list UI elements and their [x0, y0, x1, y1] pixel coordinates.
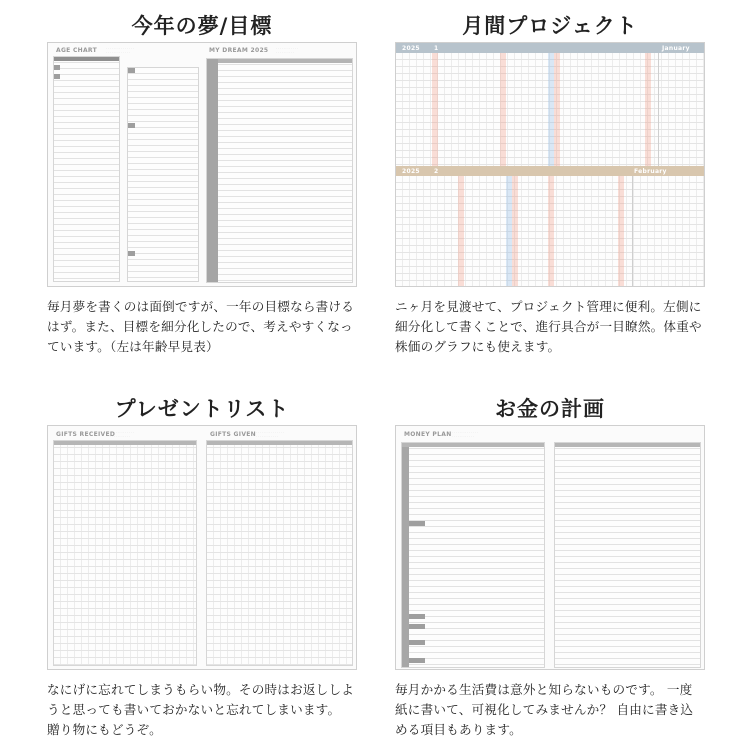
panel-money-plan: [395, 393, 705, 740]
age-chart-label: AGE CHART: [56, 47, 97, 54]
age-chart-table-right: [127, 67, 199, 282]
panel-yearly-dream: [47, 10, 357, 357]
age-chart-table-left: [53, 56, 120, 282]
dream-table: [206, 58, 353, 283]
age-chart-dream-page-image: AGE CHART · · · · · · · · · · · · · · · · · · · · · · · · · · · · MY DREAM 2025 · · · · · · · · · · · · · · · · · · · · · ·: [47, 42, 357, 287]
monthly-project-page-image: [395, 42, 705, 287]
panel-title: お金の計画: [495, 397, 605, 421]
my-dream-label: MY DREAM 2025: [209, 47, 269, 54]
gifts-given-table: [206, 440, 353, 666]
panel-description: なにげに忘れてしまうもらい物。その時はお返ししようと思っても書いておかないと忘れてしまいます。 贈り物にもどうぞ。: [47, 682, 355, 737]
panel-description: 毎月夢を書くのは面倒ですが、一年の目標なら書けるはず。また、目標を細分化したので、考えやすくなっています。（左は年齢早見表）: [47, 299, 355, 354]
money-plan-page-image: MONEY PLAN · · · · · · · · · · · · · · · · · · · · · · · · · ·: [395, 425, 705, 670]
gift-list-page-image: GIFTS RECEIVED · · · · · · · · · · · · · · · · · · · · · · · · GIFTS GIVEN · · · · · · · · · · · · · · · · · · · · · · · · · · ·: [47, 425, 357, 670]
month-number: 2: [434, 168, 439, 175]
panel-description: 毎月かかる生活費は意外と知らないものです。 一度紙に書いて、可視化してみませんか？ 自由に書き込める項目もあります。: [395, 682, 694, 737]
year-label: 2025: [402, 168, 420, 175]
month-number: 1: [434, 45, 439, 52]
panel-title: 今年の夢/目標: [131, 14, 273, 38]
month-name: February: [634, 168, 667, 175]
panel-title: プレゼントリスト: [114, 397, 290, 421]
year-label: 2025: [402, 45, 420, 52]
gifts-given-label: GIFTS GIVEN: [210, 431, 256, 438]
money-plan-table-right: [554, 442, 701, 668]
month-name: January: [662, 45, 690, 52]
panel-description: ニヶ月を見渡せて、プロジェクト管理に便利。左側に細分化して書くことで、進行具合が一目瞭然。体重や株価のグラフにも使えます。: [395, 299, 702, 354]
money-plan-table-left: [401, 442, 545, 668]
gifts-received-label: GIFTS RECEIVED: [56, 431, 116, 438]
gifts-received-table: [53, 440, 197, 666]
money-plan-label: MONEY PLAN: [404, 431, 452, 438]
january-header-bar: [396, 43, 705, 53]
panel-present-list: [47, 393, 357, 740]
panel-title: 月間プロジェクト: [462, 14, 638, 38]
panel-monthly-project: [395, 10, 705, 357]
